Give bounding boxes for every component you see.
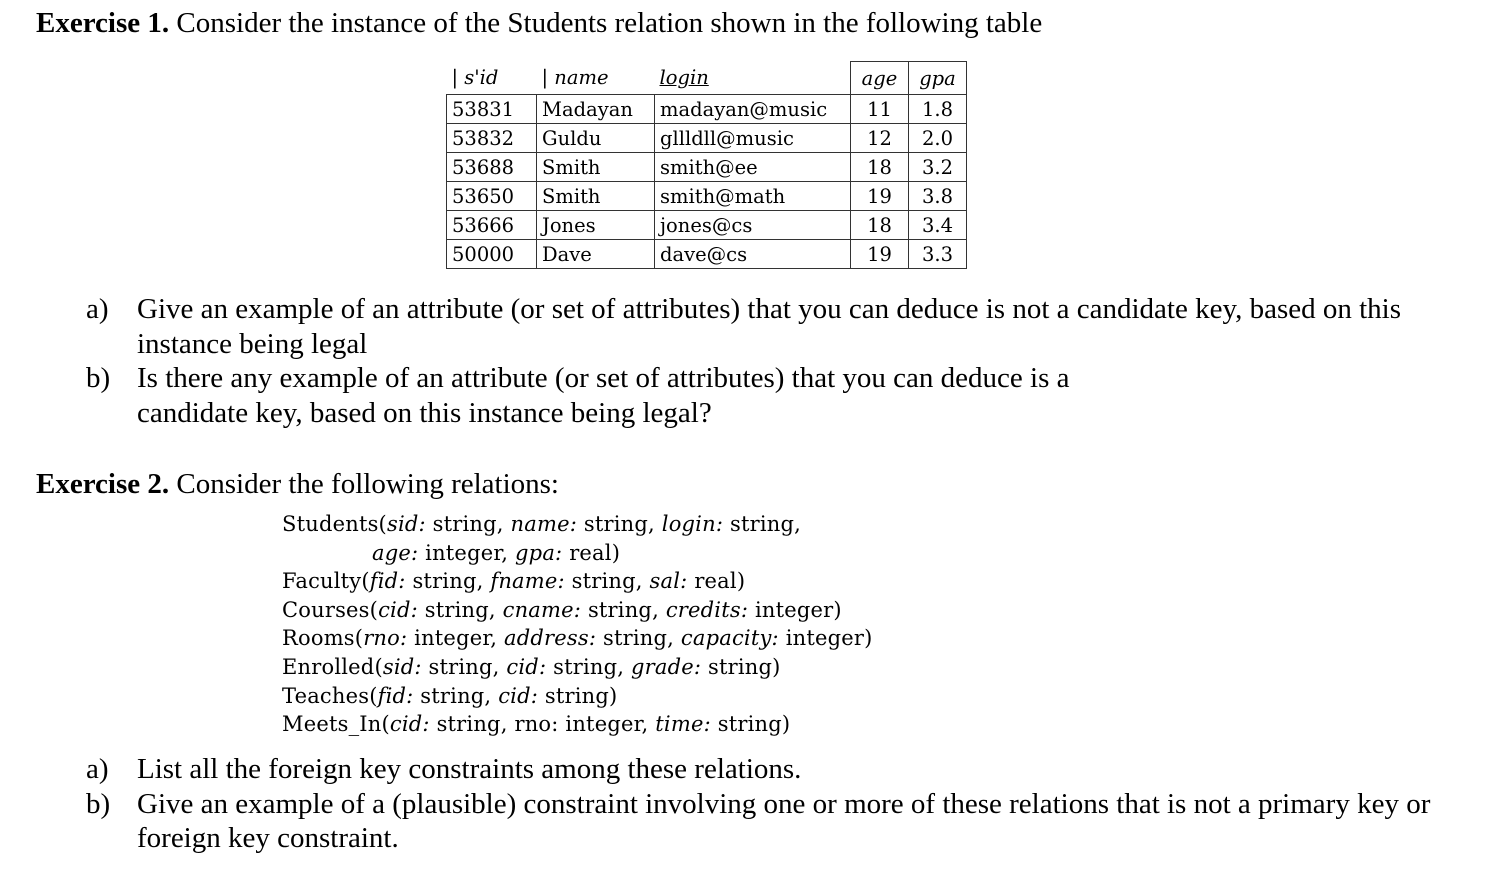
relation-name: Rooms( bbox=[282, 626, 364, 651]
question-text: Give an example of a (plausible) constraint involving one or more of these relations that is not a primary key or foreign key constraint. bbox=[137, 787, 1431, 854]
relation-name: Teaches( bbox=[282, 683, 378, 708]
cell-login: gllldll@music bbox=[655, 124, 851, 153]
attribute-type: string, bbox=[413, 683, 499, 708]
cell-gpa: 1.8 bbox=[909, 95, 967, 124]
exercise-1-text: Consider the instance of the Students relation shown in the following table bbox=[169, 7, 1043, 39]
cell-age: 11 bbox=[851, 95, 909, 124]
question-text: Is there any example of an attribute (or set of attributes) that you can deduce is a candidate key, based on this instance being legal? bbox=[137, 362, 1070, 429]
attribute-type: string, rno: integer, bbox=[429, 712, 656, 737]
attribute-name: fname: bbox=[490, 569, 565, 594]
cell-name: Smith bbox=[537, 153, 655, 182]
relation-name: Enrolled( bbox=[282, 654, 383, 679]
attribute-type: string, bbox=[405, 569, 491, 594]
exercise-1-questions bbox=[86, 292, 1486, 430]
cell-name: Guldu bbox=[537, 124, 655, 153]
attribute-name: cid: bbox=[378, 597, 418, 622]
cell-age: 18 bbox=[851, 211, 909, 240]
attribute-type: string) bbox=[710, 712, 791, 737]
header-age: age bbox=[851, 62, 909, 95]
question-item bbox=[86, 361, 1137, 430]
table-row bbox=[447, 124, 967, 153]
cell-login: madayan@music bbox=[655, 95, 851, 124]
attribute-name: rno: bbox=[363, 626, 408, 651]
cell-gpa: 3.2 bbox=[909, 153, 967, 182]
cell-login: jones@cs bbox=[655, 211, 851, 240]
schema-students-line-1 bbox=[282, 510, 873, 539]
exercise-1-heading bbox=[36, 6, 1042, 40]
question-item bbox=[86, 292, 1486, 361]
cell-sid: 53666 bbox=[447, 211, 537, 240]
attribute-type: string, bbox=[723, 512, 801, 536]
cell-sid: 53688 bbox=[447, 153, 537, 182]
attribute-type: string, bbox=[425, 512, 511, 536]
cell-sid: 53832 bbox=[447, 124, 537, 153]
schema-courses bbox=[282, 596, 873, 625]
table-row bbox=[447, 153, 967, 182]
attribute-type: string, bbox=[577, 512, 662, 536]
relation-name: Students( bbox=[282, 512, 387, 536]
attribute-type: string) bbox=[537, 683, 618, 708]
cell-sid: 53831 bbox=[447, 95, 537, 124]
cell-name: Dave bbox=[537, 240, 655, 269]
header-name: | name bbox=[537, 62, 655, 95]
cell-login: smith@math bbox=[655, 182, 851, 211]
attribute-type: real) bbox=[687, 569, 746, 594]
attribute-name: credits: bbox=[665, 597, 749, 622]
schema-faculty bbox=[282, 567, 873, 596]
table-row bbox=[447, 95, 967, 124]
schema-meets-in bbox=[282, 710, 873, 739]
question-text: List all the foreign key constraints among these relations. bbox=[137, 753, 802, 785]
table-row bbox=[447, 182, 967, 211]
cell-age: 19 bbox=[851, 240, 909, 269]
cell-name: Madayan bbox=[537, 95, 655, 124]
attribute-name: sal: bbox=[649, 569, 688, 594]
exercise-2-label: Exercise 2. bbox=[36, 468, 170, 500]
cell-age: 19 bbox=[851, 182, 909, 211]
exercise-2-questions bbox=[86, 752, 1486, 856]
attribute-type: integer) bbox=[748, 597, 842, 622]
question-item bbox=[86, 752, 1486, 787]
cell-age: 12 bbox=[851, 124, 909, 153]
exercise-2-heading bbox=[36, 467, 559, 501]
question-text: Give an example of an attribute (or set of attributes) that you can deduce is not a candidate key, based on this instance being legal bbox=[137, 293, 1402, 360]
cell-gpa: 3.8 bbox=[909, 182, 967, 211]
attribute-type: string, bbox=[581, 597, 666, 622]
attribute-name: age: bbox=[372, 540, 419, 565]
attribute-name: cid: bbox=[498, 683, 538, 708]
cell-gpa: 3.3 bbox=[909, 240, 967, 269]
attribute-type: string, bbox=[421, 654, 507, 679]
question-marker: a) bbox=[86, 753, 109, 785]
cell-sid: 53650 bbox=[447, 182, 537, 211]
attribute-type: real) bbox=[562, 540, 621, 565]
relation-name: Faculty( bbox=[282, 569, 370, 594]
question-marker: b) bbox=[86, 787, 111, 820]
schema-teaches bbox=[282, 682, 873, 711]
attribute-type: string) bbox=[701, 654, 781, 679]
question-item bbox=[86, 787, 1486, 856]
attribute-type: string, bbox=[596, 626, 681, 651]
schema-enrolled bbox=[282, 653, 873, 682]
schema-students-line-2 bbox=[282, 539, 873, 568]
cell-sid: 50000 bbox=[447, 240, 537, 269]
attribute-name: gpa: bbox=[515, 540, 563, 565]
schema-rooms bbox=[282, 624, 873, 653]
attribute-name: cname: bbox=[502, 597, 582, 622]
question-marker: b) bbox=[86, 362, 111, 394]
cell-gpa: 3.4 bbox=[909, 211, 967, 240]
header-sid: | s'id bbox=[447, 62, 537, 95]
attribute-type: integer, bbox=[407, 626, 505, 651]
relation-name: Courses( bbox=[282, 597, 379, 622]
attribute-name: time: bbox=[655, 712, 711, 737]
cell-gpa: 2.0 bbox=[909, 124, 967, 153]
attribute-name: fid: bbox=[369, 569, 406, 594]
attribute-name: sid: bbox=[382, 654, 422, 679]
table-row bbox=[447, 240, 967, 269]
attribute-name: cid: bbox=[506, 654, 547, 679]
exercise-2-text: Consider the following relations: bbox=[169, 468, 559, 500]
cell-name: Smith bbox=[537, 182, 655, 211]
attribute-type: string, bbox=[417, 597, 503, 622]
attribute-name: sid: bbox=[386, 512, 426, 536]
attribute-name: cid: bbox=[389, 712, 430, 737]
attribute-type: string, bbox=[564, 569, 650, 594]
attribute-type: string, bbox=[546, 654, 631, 679]
question-marker: a) bbox=[86, 293, 109, 325]
students-table bbox=[446, 61, 967, 269]
header-gpa: gpa bbox=[909, 62, 967, 95]
attribute-type: integer) bbox=[778, 626, 873, 651]
attribute-name: capacity: bbox=[680, 626, 779, 651]
table-header-row bbox=[447, 62, 967, 95]
table-row bbox=[447, 211, 967, 240]
relation-name: Meets_In( bbox=[282, 712, 390, 737]
attribute-name: login: bbox=[661, 512, 724, 536]
attribute-name: name: bbox=[510, 512, 578, 536]
attribute-name: fid: bbox=[377, 683, 414, 708]
cell-login: dave@cs bbox=[655, 240, 851, 269]
attribute-type: integer, bbox=[418, 540, 516, 565]
attribute-name: address: bbox=[504, 626, 597, 651]
cell-age: 18 bbox=[851, 153, 909, 182]
cell-name: Jones bbox=[537, 211, 655, 240]
cell-login: smith@ee bbox=[655, 153, 851, 182]
relation-schema-list bbox=[282, 510, 873, 739]
header-login: login bbox=[655, 62, 851, 95]
exercise-1-label: Exercise 1. bbox=[36, 7, 170, 39]
attribute-name: grade: bbox=[630, 654, 702, 679]
